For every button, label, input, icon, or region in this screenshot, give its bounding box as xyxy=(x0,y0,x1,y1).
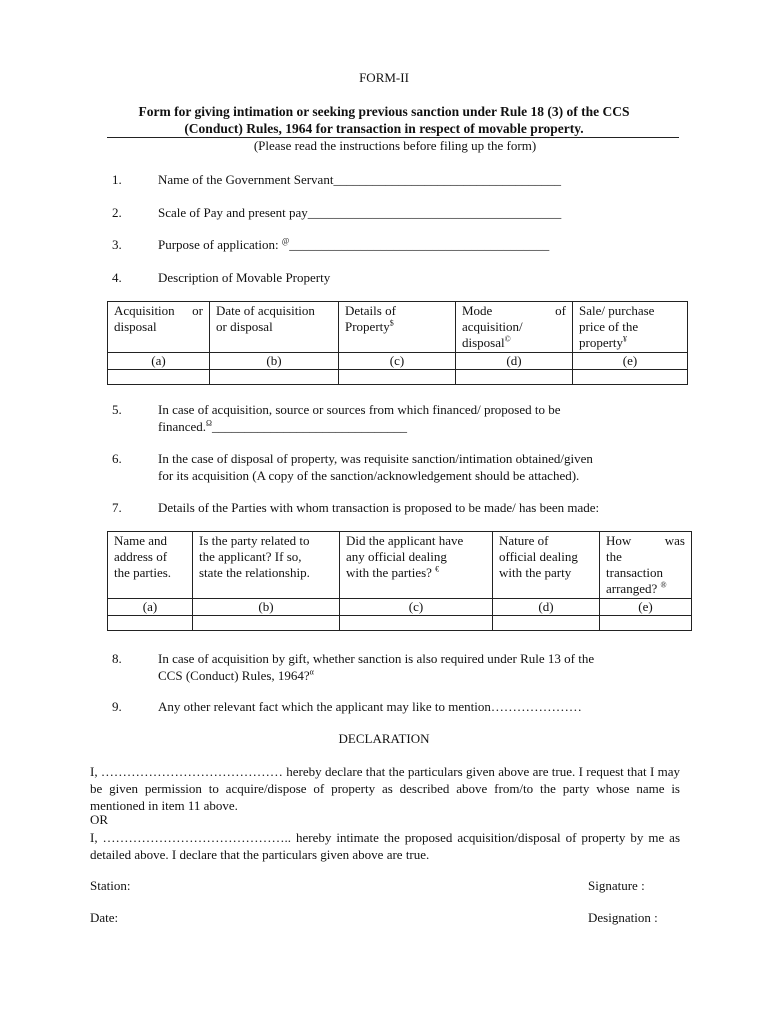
entry-cell[interactable] xyxy=(339,370,456,385)
title-line-1: Form for giving intimation or seeking previous sanction under Rule 18 (3) of the CCS xyxy=(138,104,630,119)
item-text xyxy=(158,236,698,253)
header-cell: Did the applicant have any official dealing with the parties? € xyxy=(340,532,493,599)
table-blank-row xyxy=(108,370,688,385)
column-letter: (d) xyxy=(456,353,573,370)
item-text: In case of acquisition, source or sources from which financed/ proposed to be financed.$^\Omega$______________________________ xyxy=(158,402,561,434)
form-id: FORM-II xyxy=(359,70,409,85)
column-letter: (e) xyxy=(573,353,688,370)
item-text: Name of the Government Servant___________________________________ xyxy=(158,172,561,187)
item-number: 8. xyxy=(112,651,122,666)
table-letter-row xyxy=(108,599,692,616)
column-letter: (c) xyxy=(340,599,493,616)
column-letter: (b) xyxy=(210,353,339,370)
header-cell: Details of Property$ xyxy=(339,302,456,353)
column-letter: (d) xyxy=(493,599,600,616)
column-letter: (a) xyxy=(108,599,193,616)
header-cell: Name and address of the parties. xyxy=(108,532,193,599)
signature-label: Signature : xyxy=(588,878,645,893)
item-number: 5. xyxy=(112,402,122,417)
header-cell: Is the party related to the applicant? If so, state the relationship. xyxy=(193,532,340,599)
column-letter: (a) xyxy=(108,353,210,370)
footnote-mark: @ xyxy=(281,236,290,246)
fill-line: ________________________________________ xyxy=(289,237,550,252)
table-blank-row xyxy=(108,616,692,631)
item-text: In case of acquisition by gift, whether sanction is also required under Rule 13 of the CCS (Conduct) Rules, 1964?$^\alpha$ xyxy=(158,651,595,683)
entry-cell[interactable] xyxy=(340,616,493,631)
declaration-heading: DECLARATION xyxy=(338,731,430,746)
item-text: Any other relevant fact which the applicant may like to mention………………… xyxy=(158,699,582,714)
declaration-para-2: I, …………………………………….. hereby intimate the proposed acquisition/disposal of property by me as detailed above. I declare that the particulars given above are true. xyxy=(90,830,680,862)
table-letter-row xyxy=(108,353,688,370)
column-letter: (b) xyxy=(193,599,340,616)
entry-cell[interactable] xyxy=(108,616,193,631)
column-letter: (c) xyxy=(339,353,456,370)
date-label: Date: xyxy=(90,910,119,925)
movable-property-table xyxy=(107,301,688,385)
entry-cell[interactable] xyxy=(573,370,688,385)
header-cell: Nature of official dealing with the party xyxy=(493,532,600,599)
item-number: 7. xyxy=(112,500,122,515)
item-number: 4. xyxy=(112,270,122,285)
item-number: 1. xyxy=(112,172,122,187)
header-cell: Acquisition or disposal xyxy=(108,302,210,353)
header-cell: Date of acquisition or disposal xyxy=(210,302,339,353)
entry-cell[interactable] xyxy=(600,616,692,631)
item-label: Purpose of application: xyxy=(158,237,282,252)
entry-cell[interactable] xyxy=(493,616,600,631)
item-text: In the case of disposal of property, was requisite sanction/intimation obtained/given for its acquisition (A copy of the sanction/acknowledgement should be attached). xyxy=(158,451,593,483)
table-header-row xyxy=(108,532,692,599)
item-text: Scale of Pay and present pay_______________________________________ xyxy=(158,205,562,220)
entry-cell[interactable] xyxy=(210,370,339,385)
declaration-or: OR xyxy=(90,812,109,827)
item-number: 9. xyxy=(112,699,122,714)
table-header-row xyxy=(108,302,688,353)
header-cell: How was the transaction arranged? ® xyxy=(600,532,692,599)
column-letter: (e) xyxy=(600,599,692,616)
instruction-note: (Please read the instructions before filing up the form) xyxy=(253,138,537,153)
item-number: 6. xyxy=(112,451,122,466)
parties-table xyxy=(107,531,692,631)
item-text: Description of Movable Property xyxy=(158,270,331,285)
station-label: Station: xyxy=(90,878,131,893)
item-number: 2. xyxy=(112,205,122,220)
entry-cell[interactable] xyxy=(456,370,573,385)
entry-cell[interactable] xyxy=(193,616,340,631)
declaration-para-1: I, …………………………………… hereby declare that the particulars given above are true. I request that I may be given permission to acquire/dispose of property as described above from/to the party whose name is mentioned in item 11 above. xyxy=(90,764,680,813)
header-cell: Mode of acquisition/ disposal© xyxy=(456,302,573,353)
header-cell: Sale/ purchase price of the property¥ xyxy=(573,302,688,353)
title-line-2: (Conduct) Rules, 1964 for transaction in respect of movable property. xyxy=(184,121,584,136)
item-number: 3. xyxy=(112,237,122,252)
designation-label: Designation : xyxy=(588,910,658,925)
item-text: Details of the Parties with whom transaction is proposed to be made/ has been made: xyxy=(158,500,600,515)
entry-cell[interactable] xyxy=(108,370,210,385)
